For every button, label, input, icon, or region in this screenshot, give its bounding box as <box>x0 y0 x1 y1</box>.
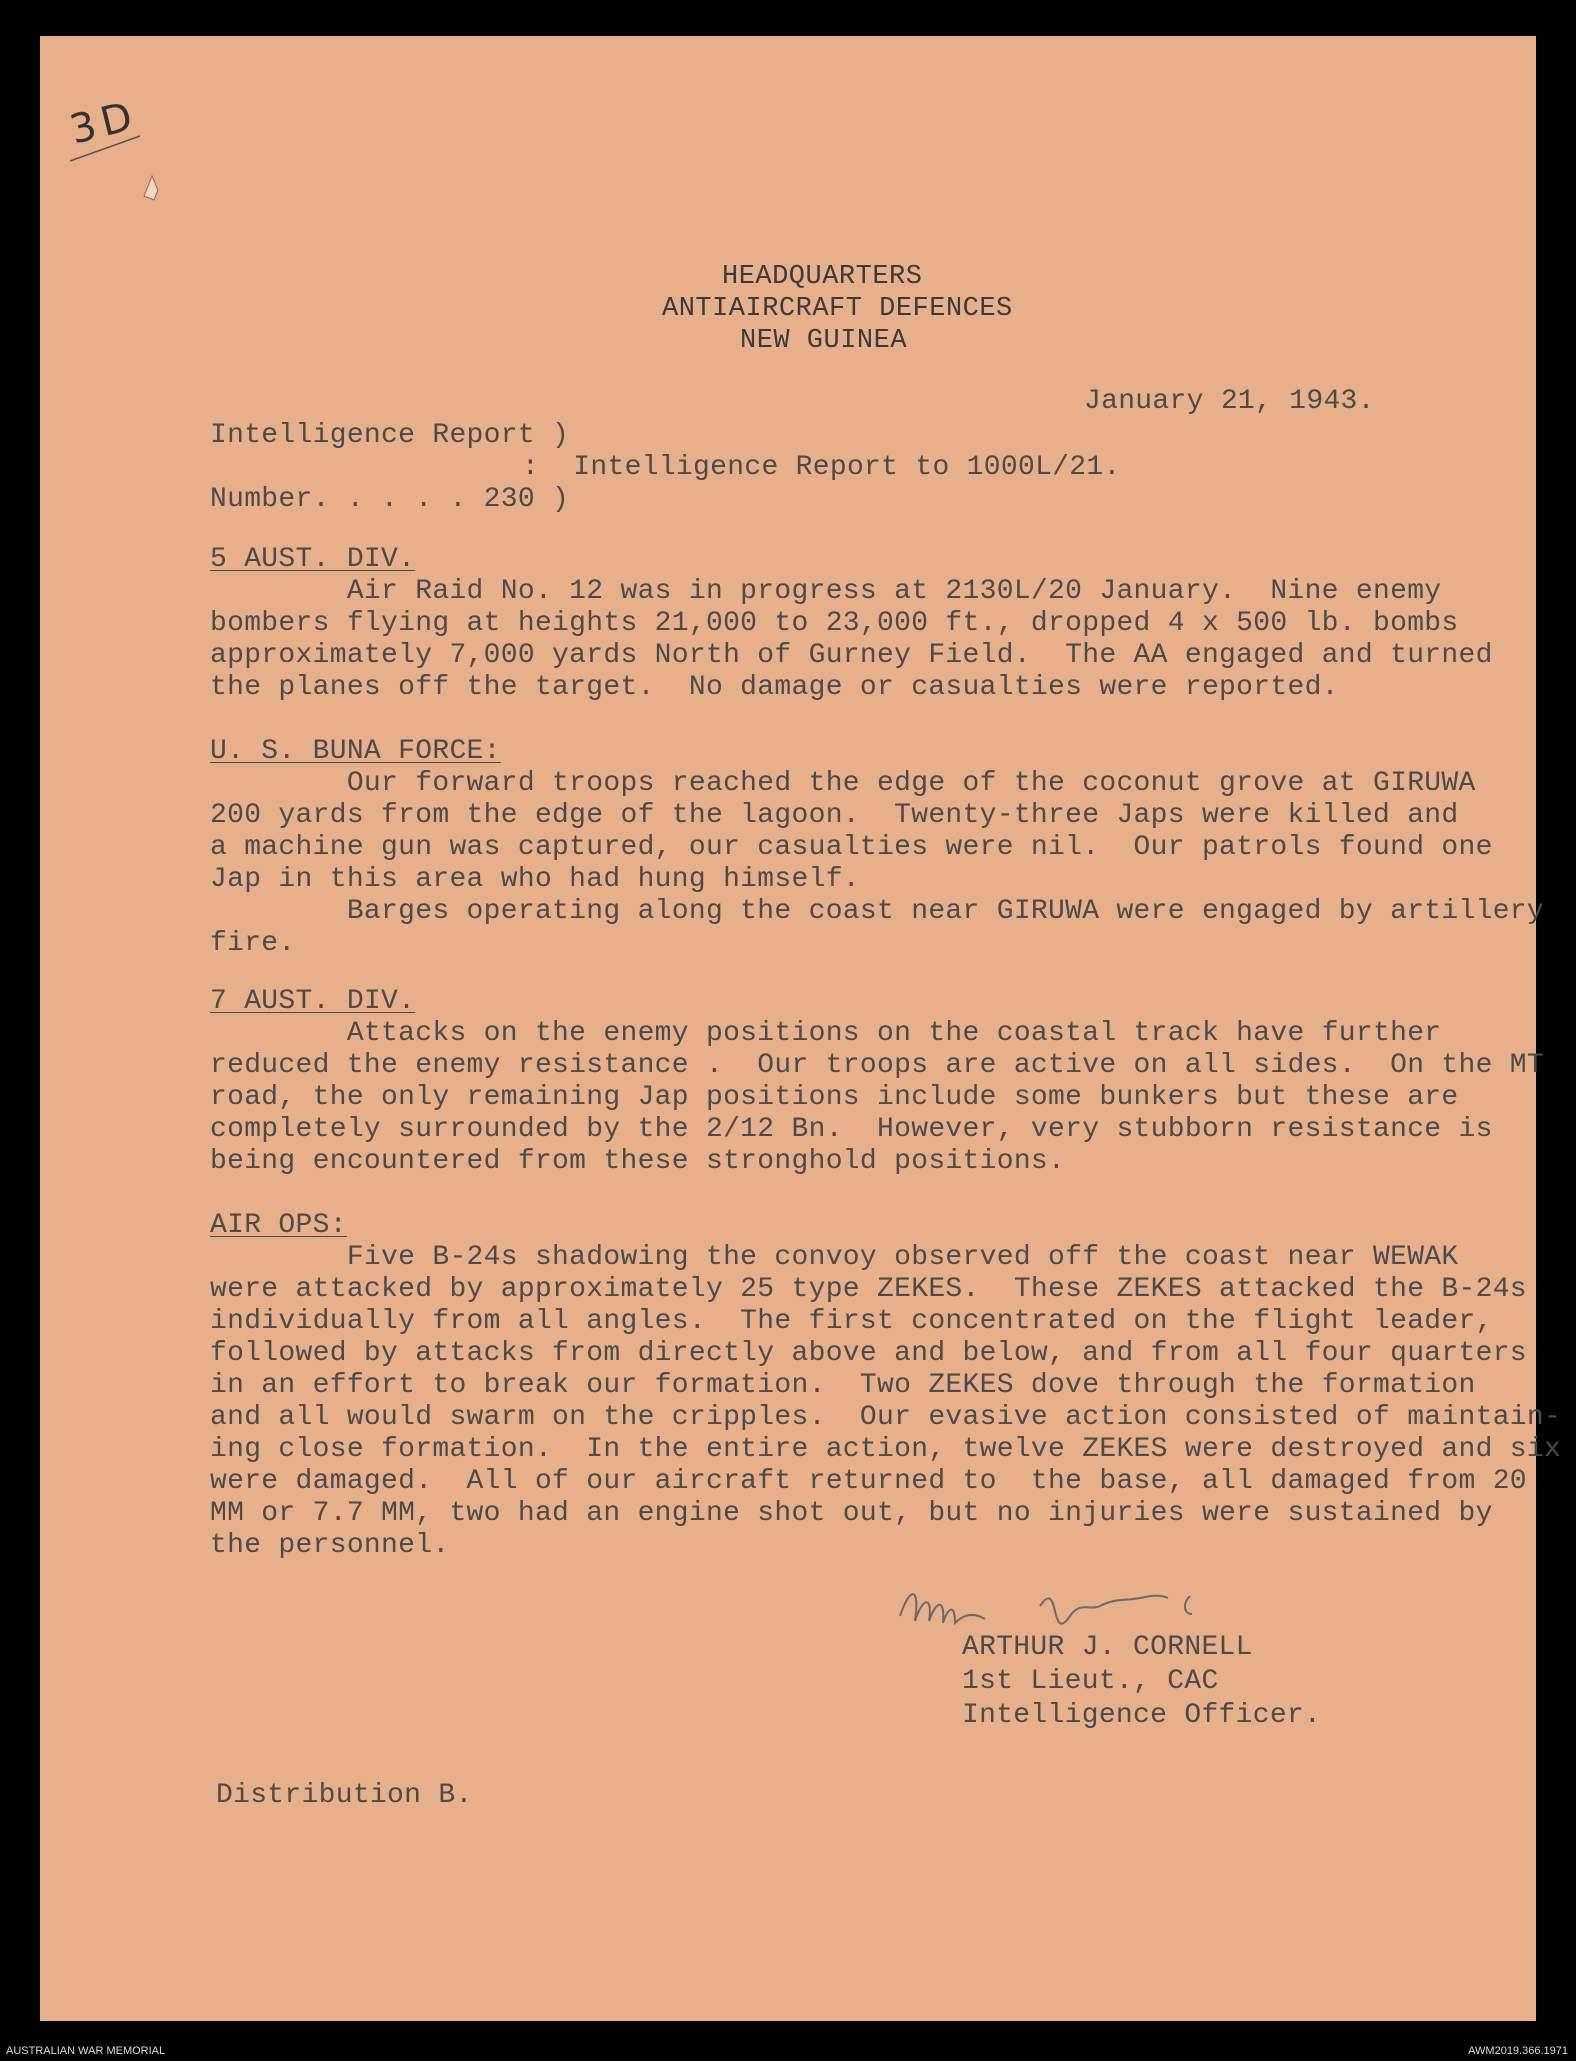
header-line-2: ANTIAIRCRAFT DEFENCES <box>662 294 1013 324</box>
section-heading: 7 AUST. DIV. <box>210 986 416 1017</box>
section-heading: AIR OPS: <box>210 1210 347 1241</box>
section-text-line: bombers flying at heights 21,000 to 23,000 ft., dropped 4 x 500 lb. bombs <box>210 608 1459 639</box>
section-text-line: were attacked by approximately 25 type ZEKES. These ZEKES attacked the B-24s <box>210 1274 1527 1305</box>
report-number: Number. . . . . 230 ) <box>210 484 570 515</box>
section-text-line: Attacks on the enemy positions on the coastal track have further <box>210 1018 1442 1049</box>
section-text-line: completely surrounded by the 2/12 Bn. However, very stubborn resistance is <box>210 1114 1493 1145</box>
section-heading: U. S. BUNA FORCE: <box>210 736 501 767</box>
section-text-line: Barges operating along the coast near GIRUWA were engaged by artillery <box>210 896 1545 927</box>
section-text-line: the personnel. <box>210 1530 450 1561</box>
distribution: Distribution B. <box>216 1780 473 1811</box>
footer-accession-number: AWM2019.366.1971 <box>1468 2045 1568 2057</box>
pencil-marks <box>40 36 260 276</box>
section-text-line: Air Raid No. 12 was in progress at 2130L/20 January. Nine enemy <box>210 576 1442 607</box>
section-text-line: approximately 7,000 yards North of Gurney Field. The AA engaged and turned <box>210 640 1493 671</box>
signature-title: Intelligence Officer. <box>962 1700 1322 1731</box>
section-text-line: were damaged. All of our aircraft returned to the base, all damaged from 20 <box>210 1466 1527 1497</box>
section-text-line: road, the only remaining Jap positions include some bunkers but these are <box>210 1082 1459 1113</box>
section-text-line: MM or 7.7 MM, two had an engine shot out, but no injuries were sustained by <box>210 1498 1493 1529</box>
handwritten-annotation: 3D <box>65 92 143 154</box>
section-heading: 5 AUST. DIV. <box>210 544 416 575</box>
header-line-1: HEADQUARTERS <box>722 262 923 292</box>
section-text-line: ing close formation. In the entire action, twelve ZEKES were destroyed and six <box>210 1434 1562 1465</box>
section-text-line: a machine gun was captured, our casualties were nil. Our patrols found one <box>210 832 1493 863</box>
section-text-line: reduced the enemy resistance . Our troops are active on all sides. On the MT <box>210 1050 1545 1081</box>
section-text-line: individually from all angles. The first concentrated on the flight leader, <box>210 1306 1493 1337</box>
footer-credit: AUSTRALIAN WAR MEMORIAL <box>6 2045 166 2057</box>
document-page <box>40 36 1562 2021</box>
report-label: Intelligence Report ) <box>210 420 570 451</box>
section-text-line: the planes off the target. No damage or casualties were reported. <box>210 672 1339 703</box>
section-text-line: Five B-24s shadowing the convoy observed off the coast near WEWAK <box>210 1242 1459 1273</box>
section-text-line: and all would swarm on the cripples. Our evasive action consisted of maintain- <box>210 1402 1562 1433</box>
section-text-line: Jap in this area who had hung himself. <box>210 864 860 895</box>
section-text-line: in an effort to break our formation. Two ZEKES dove through the formation <box>210 1370 1476 1401</box>
signature-rank: 1st Lieut., CAC <box>962 1666 1219 1697</box>
section-text-line: followed by attacks from directly above and below, and from all four quarters <box>210 1338 1527 1369</box>
section-text-line: 200 yards from the edge of the lagoon. Twenty-three Japs were killed and <box>210 800 1459 831</box>
signature-name: ARTHUR J. CORNELL <box>962 1632 1253 1663</box>
section-text-line: fire. <box>210 928 296 959</box>
date: January 21, 1943. <box>1084 386 1375 417</box>
section-text-line: Our forward troops reached the edge of the coconut grove at GIRUWA <box>210 768 1476 799</box>
header-line-3: NEW GUINEA <box>740 326 908 356</box>
section-text-line: being encountered from these stronghold positions. <box>210 1146 1066 1177</box>
report-reference: : Intelligence Report to 1000L/21. <box>522 452 1121 483</box>
